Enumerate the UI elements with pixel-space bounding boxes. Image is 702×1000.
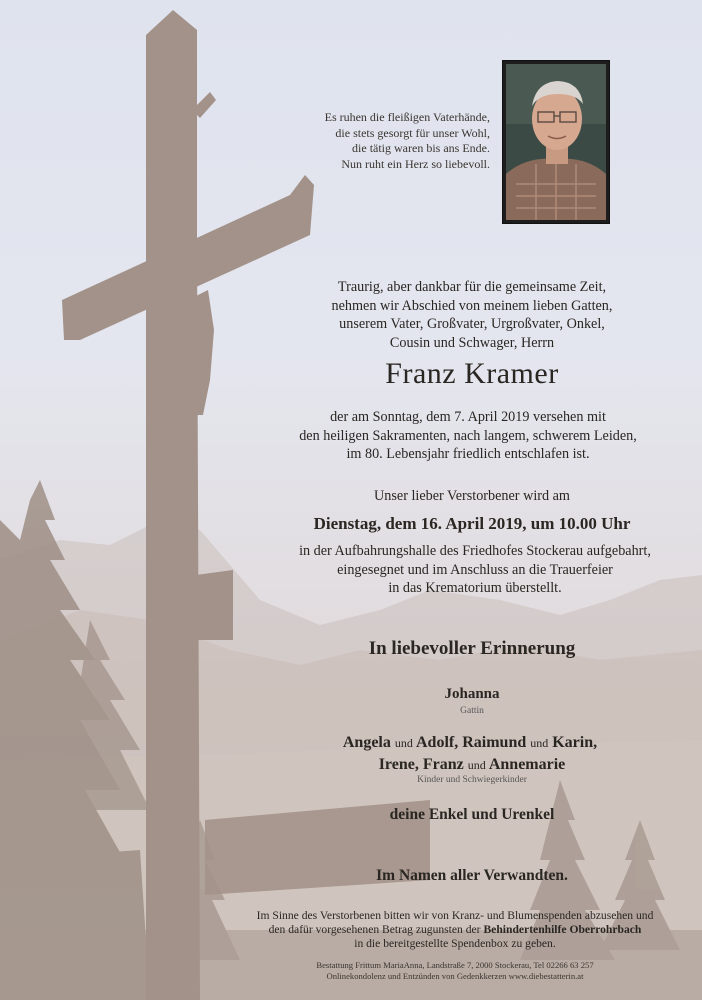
child-name: Angela <box>342 734 391 751</box>
death-info-line: der am Sonntag, dem 7. April 2019 versehen mit <box>330 409 606 425</box>
funeral-intro: Unser lieber Verstorbener wird am <box>374 488 570 504</box>
ceremony-info <box>240 542 702 598</box>
poem <box>268 110 490 172</box>
charity-name: Behindertenhilfe Oberrohrbach <box>483 923 642 937</box>
memory-heading: In liebevoller Erinnerung <box>368 638 576 659</box>
child-name: Annemarie <box>488 756 566 773</box>
deceased-name: Franz Kramer <box>385 357 559 390</box>
children-line-1 <box>230 734 702 752</box>
donation-text: den dafür vorgesehenen Betrag zugunsten der <box>268 923 484 937</box>
portrait-photo <box>502 60 610 224</box>
children-line-2 <box>262 756 682 774</box>
undertaker-footer <box>240 960 670 981</box>
footer-line: Bestattung Frittum MariaAnna, Landstraße 7, 2000 Stockerau, Tel 02266 63 257 <box>316 960 594 970</box>
relatives-line: Im Namen aller Verwandten. <box>376 867 568 884</box>
intro-line: Cousin und Schwager, Herrn <box>389 334 555 351</box>
connector-und: und <box>530 736 549 750</box>
spouse-name: Johanna <box>444 686 500 702</box>
poem-line: die tätig waren bis ans Ende. <box>352 141 490 155</box>
donation-notice <box>200 909 702 952</box>
intro-line: Traurig, aber dankbar für die gemeinsame Zeit, <box>337 279 607 295</box>
ceremony-line: in der Aufbahrungshalle des Friedhofes Stockerau aufgebahrt, <box>299 543 651 559</box>
connector-und: und <box>394 736 413 750</box>
intro-text <box>262 278 682 352</box>
death-info-line: im 80. Lebensjahr friedlich entschlafen ist. <box>346 446 590 462</box>
ceremony-line: in das Krematorium überstellt. <box>388 580 562 596</box>
funeral-date: Dienstag, dem 16. April 2019, um 10.00 Uhr <box>313 514 631 533</box>
child-name: Karin, <box>552 734 598 751</box>
footer-line: Onlinekondolenz und Entzünden von Gedenkkerzen www.diebestatterin.at <box>326 970 584 981</box>
intro-line: nehmen wir Abschied von meinem lieben Gatten, <box>331 297 613 314</box>
donation-line: in die bereitgestellte Spendenbox zu geben. <box>354 937 556 951</box>
ceremony-line: eingesegnet und im Anschluss an die Trauerfeier <box>337 561 613 578</box>
child-name: Adolf, Raimund <box>415 734 527 751</box>
poem-line: die stets gesorgt für unser Wohl, <box>335 125 490 140</box>
donation-line <box>200 923 702 937</box>
poem-line: Nun ruht ein Herz so liebevoll. <box>341 156 490 171</box>
spouse-relation: Gattin <box>460 706 484 716</box>
grandchildren-line: deine Enkel und Urenkel <box>389 806 555 823</box>
child-name: Irene, Franz <box>378 756 464 773</box>
poem-line: Es ruhen die fleißigen Vaterhände, <box>324 110 490 124</box>
children-relation: Kinder und Schwiegerkinder <box>417 775 527 785</box>
donation-line: Im Sinne des Verstorbenen bitten wir von Kranz- und Blumenspenden abzusehen und <box>256 909 654 922</box>
death-info <box>248 408 688 464</box>
connector-und: und <box>467 758 486 772</box>
intro-line: unserem Vater, Großvater, Urgroßvater, Onkel, <box>339 316 605 332</box>
death-info-line: den heiligen Sakramenten, nach langem, schwerem Leiden, <box>299 427 637 444</box>
